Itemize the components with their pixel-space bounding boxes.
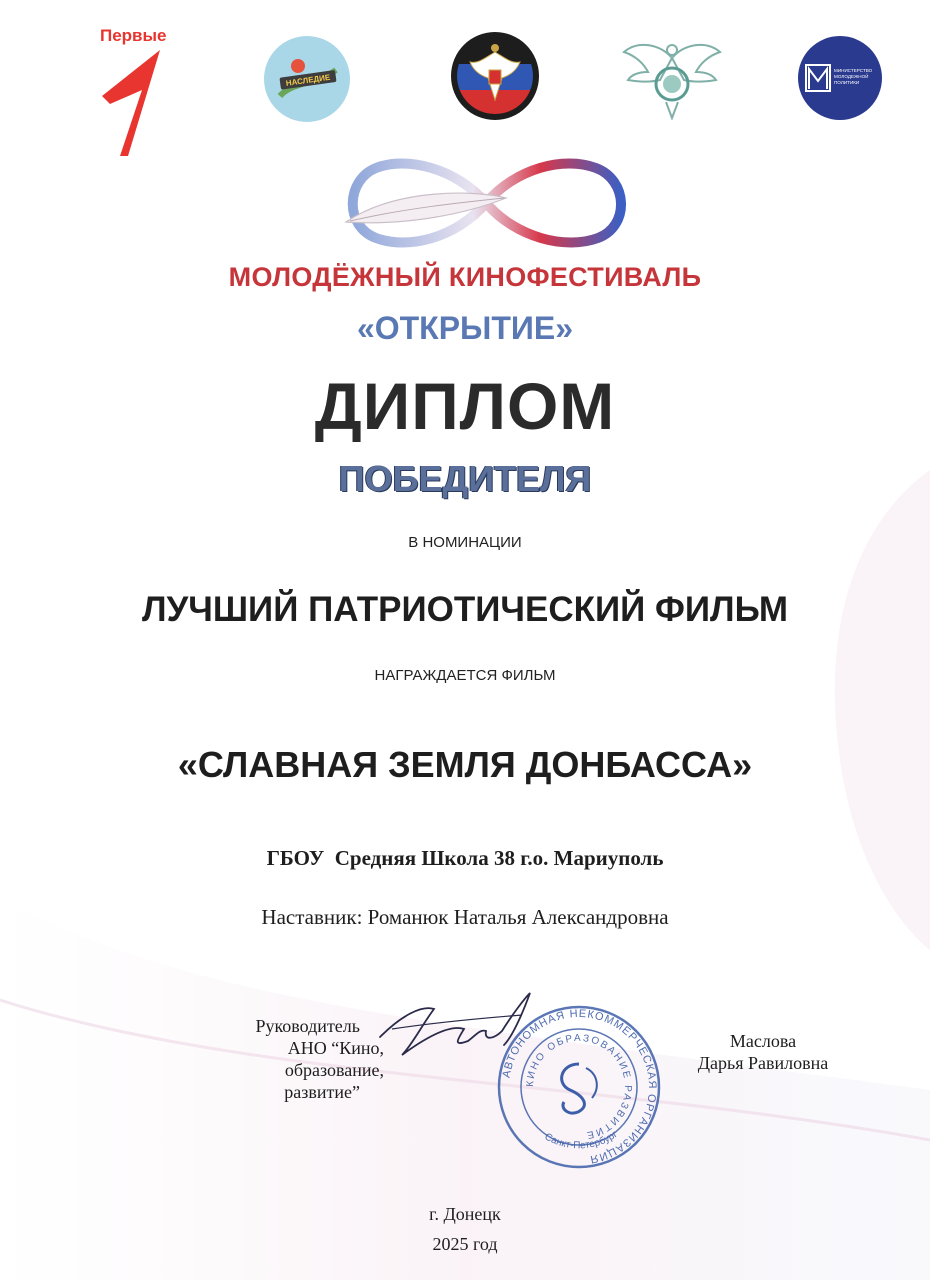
svg-text:Санкт-Петербург: Санкт-Петербург: [542, 1128, 620, 1152]
svg-text:НАСЛЕДИЕ: НАСЛЕДИЕ: [285, 72, 331, 88]
signatory-role: Руководитель: [255, 1016, 360, 1036]
eagle-emblem-icon: [622, 30, 722, 120]
signatory-organization-cont: развитие”: [284, 1082, 360, 1102]
signatory-organization: АНО “Кино, образование,: [284, 1038, 384, 1080]
signatory-position: [190, 1015, 384, 1103]
festival-name: «ОТКРЫТИЕ»: [356, 310, 574, 346]
infinity-feather-logo-icon: [336, 148, 636, 258]
organization-seal: [494, 1002, 664, 1172]
svg-text:МИНИСТЕРСТВО: МИНИСТЕРСТВО: [834, 68, 873, 73]
pervye-logo-text: Первые: [100, 26, 167, 45]
ministry-youth-logo-icon: [797, 35, 883, 121]
signatory-surname: Маслова: [729, 1031, 797, 1051]
nomination-label: В НОМИНАЦИИ: [408, 534, 522, 551]
signatory-name: [668, 1030, 858, 1074]
diploma-subtitle: ПОБЕДИТЕЛЯ: [338, 458, 592, 499]
school-name: ГБОУ Средняя Школа 38 г.о. Мариуполь: [266, 846, 664, 870]
nomination-title: ЛУЧШИЙ ПАТРИОТИЧЕСКИЙ ФИЛЬМ: [141, 590, 789, 629]
svg-text:ПОЛИТИКИ: ПОЛИТИКИ: [834, 80, 860, 85]
diploma-title: ДИПЛОМ: [314, 369, 616, 443]
signatory-given-names: Дарья Равиловна: [697, 1053, 829, 1073]
dpr-emblem-icon: [450, 28, 540, 124]
issue-year: 2025 год: [432, 1234, 498, 1254]
svg-text:МОЛОДЕЖНОЙ: МОЛОДЕЖНОЙ: [834, 74, 869, 79]
pervye-logo-icon: [98, 44, 168, 160]
svg-text:АВТОНОМНАЯ НЕКОММЕРЧЕСКАЯ ОРГА: АВТОНОМНАЯ НЕКОММЕРЧЕСКАЯ ОРГАНИЗАЦИЯ: [500, 1007, 659, 1166]
issue-city: г. Донецк: [429, 1204, 501, 1224]
festival-title: МОЛОДЁЖНЫЙ КИНОФЕСТИВАЛЬ: [228, 262, 702, 292]
svg-text:КИНО ОБРАЗОВАНИЕ РАЗВИТИЕ: КИНО ОБРАЗОВАНИЕ РАЗВИТИЕ: [524, 1032, 634, 1141]
mentor-name: Наставник: Романюк Наталья Александровна: [261, 905, 669, 929]
awarded-label: НАГРАЖДАЕТСЯ ФИЛЬМ: [374, 667, 556, 684]
nasledie-logo-icon: [262, 34, 352, 124]
film-title: «СЛАВНАЯ ЗЕМЛЯ ДОНБАССА»: [177, 744, 753, 785]
